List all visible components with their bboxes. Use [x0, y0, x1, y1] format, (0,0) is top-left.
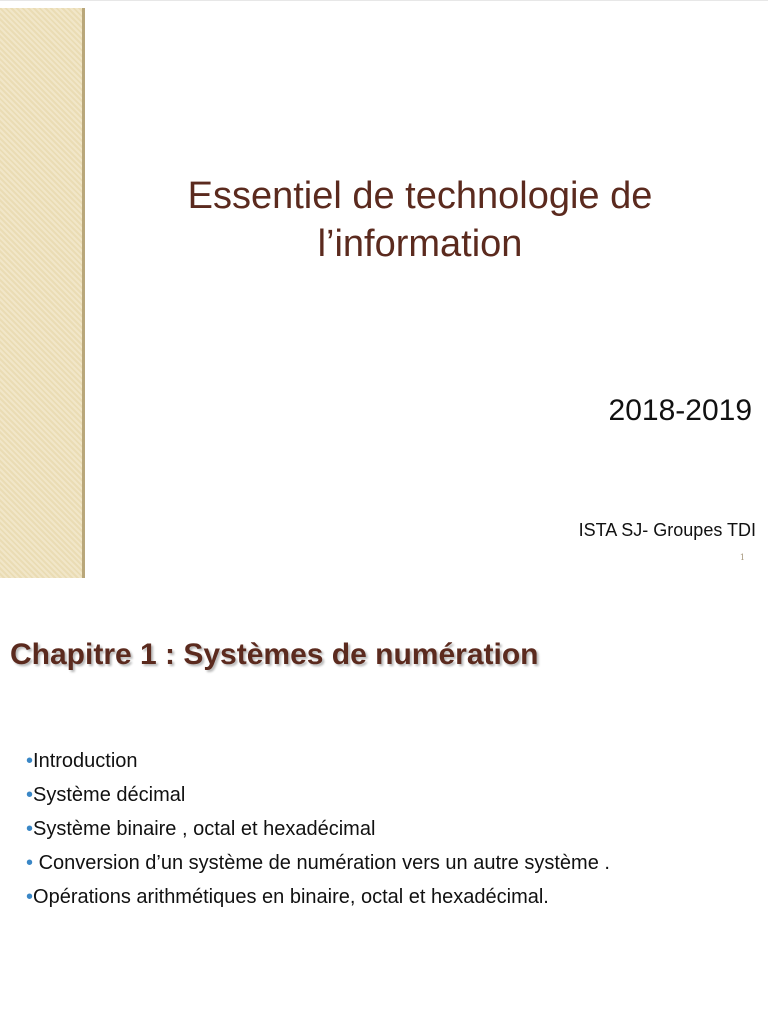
slide-top-divider [0, 0, 768, 1]
list-item-text: Système décimal [33, 784, 186, 806]
list-item-text: Introduction [33, 750, 138, 772]
bullet-icon: • [26, 852, 39, 874]
list-item-text: Opérations arithmétiques en binaire, octal et hexadécimal. [33, 886, 549, 908]
list-item-text: Conversion d’un système de numération vers un autre système . [38, 852, 610, 874]
list-item [26, 880, 610, 914]
list-item [26, 744, 610, 778]
chapter-slide [0, 578, 768, 1024]
decorative-sidebar [0, 8, 84, 578]
bullet-icon: • [26, 818, 34, 840]
topic-list [26, 744, 610, 914]
bullet-icon: • [26, 886, 34, 908]
academic-year: 2018-2019 [608, 394, 752, 427]
slide-title [110, 172, 730, 268]
slide-title-line1: Essentiel de technologie de [187, 175, 653, 217]
organization-label: ISTA SJ- Groupes TDI [578, 520, 756, 540]
list-item-text: Système binaire , octal et hexadécimal [33, 818, 376, 840]
slide-number: 1 [739, 553, 745, 562]
chapter-title: Chapitre 1 : Systèmes de numération [10, 638, 539, 671]
list-item [26, 778, 610, 812]
list-item [26, 846, 610, 880]
bullet-icon: • [26, 750, 34, 772]
bullet-icon: • [26, 784, 34, 806]
list-item [26, 812, 610, 846]
sidebar-edge [82, 8, 85, 578]
slide-title-line2: l’information [317, 223, 523, 265]
